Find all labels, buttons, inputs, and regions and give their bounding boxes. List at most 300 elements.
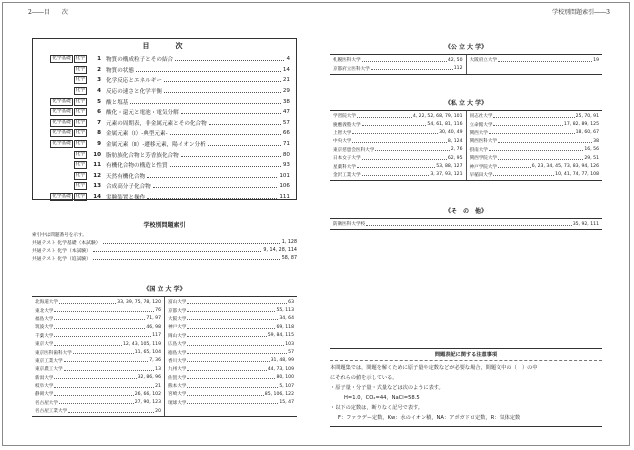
leader-dots <box>170 131 281 135</box>
university-row <box>35 357 161 365</box>
right-page-header: 学校別問題索引――3 <box>552 9 610 16</box>
leader-dots <box>498 59 592 62</box>
leader-dots <box>362 157 447 160</box>
university-pages: 31, 48, 99 <box>270 358 294 364</box>
toc-item-page: 93 <box>282 162 290 169</box>
university-pages: 21 <box>155 383 161 389</box>
toc-item <box>39 181 290 192</box>
university-row <box>333 220 599 228</box>
toc-item <box>39 118 290 129</box>
university-row <box>168 390 294 398</box>
university-name: 関西学院大学 <box>469 156 498 162</box>
leader-dots <box>54 309 154 312</box>
university-row <box>333 137 463 145</box>
toc-item-number: 4 <box>97 88 101 95</box>
toc-item-number: 11 <box>93 162 101 169</box>
university-name: 早稲田大学 <box>469 172 493 178</box>
university-pages: 32, 86, 96 <box>137 375 161 381</box>
university-name: 関西医科大学 <box>469 139 498 145</box>
leader-dots <box>187 334 266 337</box>
toc-item-badges <box>39 151 87 159</box>
leader-dots <box>181 153 281 157</box>
toc-item-label: 金属元素（Ⅱ）-遷移元素，陽イオン分析 <box>106 142 206 149</box>
toc-item-page: 21 <box>282 77 290 84</box>
toc-item-label: 化学反応とエネルギー <box>106 78 162 85</box>
toc-item <box>39 160 290 171</box>
subject-badge: 化学 <box>75 194 85 200</box>
toc-item-badges <box>39 66 87 74</box>
university-row <box>35 332 161 340</box>
toc-item <box>39 149 290 160</box>
university-name: 北海道大学 <box>35 300 58 306</box>
leader-dots <box>209 121 281 125</box>
index-row-pages: 9, 14, 28, 114 <box>263 247 297 253</box>
university-pages: 85, 106, 122 <box>264 391 294 397</box>
index-row-pages: 58, 87 <box>281 255 297 261</box>
university-name: 徳島大学 <box>168 350 187 356</box>
university-pages: 11, 65, 104 <box>134 350 161 356</box>
index-row-name: 共通テスト 化学（本試験） <box>32 248 91 254</box>
toc-item-badges <box>39 129 87 137</box>
toc-item-number: 8 <box>97 130 101 137</box>
notice-line: H=1.0，CO₂=44，NaCl=58.5 <box>344 395 420 401</box>
university-pages: 69, 118 <box>276 324 294 330</box>
notice-title: 問題表記に関する注意事項 <box>330 351 602 361</box>
subject-badge: 化学基礎 <box>52 109 71 115</box>
university-name: 宮崎大学 <box>168 392 187 398</box>
university-pages: 35, 92, 111 <box>572 221 599 227</box>
index-row-name: 共通テスト 化学（追試験） <box>32 256 91 262</box>
university-row <box>35 390 161 398</box>
university-pages: 34, 64 <box>279 316 294 322</box>
university-pages: 117 <box>152 333 161 339</box>
university-name: 神戸学院大学 <box>469 164 498 170</box>
university-row <box>470 154 600 162</box>
toc-item-label: 酸化・還元と電池・電気分解 <box>106 110 179 117</box>
university-row <box>333 171 463 179</box>
toc-item-page: 71 <box>282 141 290 148</box>
university-row <box>35 315 161 323</box>
university-pages: 57 <box>288 350 294 356</box>
leader-dots <box>64 368 155 371</box>
toc-item <box>39 96 290 107</box>
university-name: 京都大学 <box>168 308 187 314</box>
university-name: 東京工業大学 <box>35 358 63 364</box>
university-pages: 25, 70, 91 <box>575 113 599 119</box>
toc-item-label: 金属元素（Ⅰ）-典型元素- <box>106 131 168 138</box>
university-row <box>333 56 463 64</box>
university-pages: 62, 95 <box>447 155 463 161</box>
university-name: 学習院大学 <box>333 114 356 120</box>
notice-line: ・以下の定数は，断りなく記号で表す。 <box>330 405 423 411</box>
leader-dots <box>68 410 154 413</box>
university-pages: 59, 84, 115 <box>267 333 294 339</box>
toc-item-badges <box>39 161 87 169</box>
university-pages: 63 <box>288 299 294 305</box>
national-col-1 <box>32 297 164 416</box>
leader-dots <box>187 351 287 354</box>
toc-item-page: 80 <box>282 151 290 158</box>
toc-item-number: 12 <box>93 172 101 179</box>
leader-dots <box>54 385 154 388</box>
public-col-2 <box>466 55 603 74</box>
leader-dots <box>187 376 275 379</box>
toc-item-page: 111 <box>279 194 290 201</box>
toc-item-label: 元素の周期表，非金属元素とその化合物 <box>106 120 207 127</box>
leader-dots <box>170 163 281 167</box>
subject-badge: 化学基礎 <box>52 98 71 104</box>
other-schools <box>330 206 602 230</box>
university-row <box>35 399 161 407</box>
university-pages: 4, 22, 52, 68, 79, 101 <box>412 113 463 119</box>
leader-dots <box>493 173 554 176</box>
subject-badge: 化学 <box>75 172 85 178</box>
leader-dots <box>362 123 427 126</box>
university-name: 岐阜大学 <box>35 384 54 390</box>
university-pages: 53, 88, 127 <box>436 164 463 170</box>
university-name: 関西大学 <box>469 130 488 136</box>
university-pages: 33, 39, 75, 78, 120 <box>117 299 161 305</box>
national-universities-table <box>32 296 297 417</box>
private-universities-table <box>330 110 602 181</box>
subject-badge: 化学 <box>75 109 85 115</box>
toc-list <box>39 54 290 202</box>
toc-item-badges <box>39 193 87 201</box>
toc-item-badges <box>39 108 87 116</box>
toc-item-badges <box>39 172 87 180</box>
subject-badge: 化学基礎 <box>52 141 71 147</box>
university-name: 東北大学 <box>35 308 54 314</box>
university-pages: 2, 76 <box>450 147 463 153</box>
toc-item <box>39 192 290 203</box>
university-row <box>470 137 600 145</box>
university-row <box>470 171 600 179</box>
leader-dots <box>493 123 562 126</box>
leader-dots <box>208 142 281 146</box>
university-pages: 6, 23, 34, 45, 73, 83, 94, 126 <box>531 164 599 170</box>
subject-badge: 化学基礎 <box>52 56 71 62</box>
university-pages: 8, 124 <box>447 138 463 144</box>
university-row <box>168 357 294 365</box>
public-universities <box>330 42 602 75</box>
university-row <box>168 306 294 314</box>
university-name: 上智大学 <box>333 130 352 136</box>
leader-dots <box>153 184 278 188</box>
toc-item-badges <box>39 140 87 148</box>
leader-dots <box>352 140 446 143</box>
leader-dots <box>164 78 281 82</box>
leader-dots <box>489 131 575 134</box>
university-name: 福島大学 <box>35 316 54 322</box>
toc-item <box>39 75 290 86</box>
leader-dots <box>130 100 280 104</box>
subject-badge: 化学 <box>75 88 85 94</box>
toc-item <box>39 54 290 65</box>
leader-dots <box>498 157 583 160</box>
university-name: 筑波大学 <box>35 325 54 331</box>
leader-dots <box>362 59 447 62</box>
private-col-2 <box>466 111 603 180</box>
leader-dots <box>187 326 275 329</box>
university-pages: 46, 98 <box>146 324 161 330</box>
university-pages: 76 <box>155 308 161 314</box>
toc-item-badges <box>39 182 87 190</box>
toc-item-page: 38 <box>282 98 290 105</box>
university-pages: 103 <box>285 341 294 347</box>
university-name: 立命館大学 <box>469 122 493 128</box>
university-name: 京都府立医科大学 <box>333 66 370 72</box>
subject-badge: 化学 <box>75 119 85 125</box>
leader-dots <box>489 148 583 151</box>
toc-item-badges <box>39 98 87 106</box>
leader-dots <box>93 257 280 260</box>
university-name: 静岡大学 <box>35 392 54 398</box>
leader-dots <box>357 165 435 168</box>
university-row <box>168 365 294 373</box>
other-col <box>330 219 602 229</box>
toc-item-number: 10 <box>93 151 101 158</box>
university-row <box>168 298 294 306</box>
university-row <box>168 332 294 340</box>
university-name: 星薬科大学 <box>333 164 356 170</box>
other-schools-title: 《そ の 他》 <box>444 208 487 215</box>
university-name: 摂南大学 <box>469 147 488 153</box>
private-col-1 <box>330 111 466 180</box>
school-index-title: 学校別問題索引 <box>143 222 186 229</box>
university-pages: 13 <box>155 366 161 372</box>
leader-dots <box>371 67 453 70</box>
index-row <box>32 246 297 254</box>
index-row <box>32 254 297 262</box>
toc-item-label: 有機化合物の構造と性質 <box>106 163 168 170</box>
leader-dots <box>54 343 122 346</box>
other-schools-table <box>330 218 602 230</box>
toc-item <box>39 139 290 150</box>
university-row <box>470 112 600 120</box>
toc-item-number: 13 <box>93 183 101 190</box>
toc-item-page: 57 <box>282 119 290 126</box>
toc-item-number: 1 <box>97 56 101 63</box>
toc-item-number: 14 <box>93 194 101 201</box>
leader-dots <box>498 140 592 143</box>
university-pages: 112 <box>453 66 463 72</box>
left-page <box>28 8 328 438</box>
leader-dots <box>357 115 412 118</box>
toc-item-label: 物質の状態 <box>106 67 134 74</box>
toc-item-badges <box>39 76 87 84</box>
leader-dots <box>54 393 133 396</box>
university-name: 中央大学 <box>333 139 352 145</box>
university-name: 東京医科歯科大学 <box>35 350 72 356</box>
university-row <box>470 56 600 64</box>
subject-badge: 化学 <box>75 183 85 189</box>
leader-dots <box>366 223 572 226</box>
university-name: 札幌医科大学 <box>333 58 361 64</box>
university-pages: 42, 50 <box>447 57 463 63</box>
leader-dots <box>103 241 280 244</box>
leader-dots <box>187 359 269 362</box>
leader-dots <box>175 57 284 61</box>
notice-line: 本問題集では，問題を解くために原子量や定数などが必要な場合，問題文中の（ ）の中 <box>330 365 538 371</box>
university-name: 神戸大学 <box>168 325 187 331</box>
toc-item-label: 物質の構成粒子とその結合 <box>106 57 174 64</box>
university-row <box>168 348 294 356</box>
toc-item-page: 106 <box>279 183 290 190</box>
subject-badge: 化学 <box>75 151 85 157</box>
toc-item-label: 反応の速さと化学平衡 <box>106 89 162 96</box>
leader-dots <box>54 326 145 329</box>
university-name: 大阪府立大学 <box>469 58 498 64</box>
leader-dots <box>187 393 263 396</box>
leader-dots <box>498 165 531 168</box>
university-pages: 71, 97 <box>146 316 161 322</box>
university-row <box>470 120 600 128</box>
university-name: 琉球大学 <box>168 400 187 406</box>
university-name: 慶應義塾大学 <box>333 122 361 128</box>
university-name: 同志社大学 <box>469 114 493 120</box>
university-row <box>333 120 463 128</box>
toc-item-number: 7 <box>97 119 101 126</box>
university-row <box>35 348 161 356</box>
university-name: 名古屋工業大学 <box>35 409 68 415</box>
university-pages: 3, 37, 93, 121 <box>430 172 463 178</box>
university-name: 防衛医科大学校 <box>333 222 366 228</box>
leader-dots <box>93 249 262 252</box>
university-row <box>168 315 294 323</box>
toc-item-page: 4 <box>286 56 290 63</box>
university-pages: 12, 43, 105, 119 <box>123 341 161 347</box>
toc-item-page: 101 <box>279 172 290 179</box>
notice-line: ・原子量・分子量・式量などは次のように表す。 <box>330 385 444 391</box>
subject-badge: 化学 <box>75 77 85 83</box>
university-pages: 55, 113 <box>276 308 294 314</box>
university-row <box>470 129 600 137</box>
toc-item-label: 実験装置と操作 <box>106 195 146 202</box>
leader-dots <box>187 301 287 304</box>
university-row <box>333 154 463 162</box>
university-row <box>470 146 600 154</box>
university-pages: 15, 47 <box>279 400 294 406</box>
university-name: 岡山大学 <box>168 333 187 339</box>
university-row <box>168 382 294 390</box>
toc-item <box>39 65 290 76</box>
leader-dots <box>64 359 149 362</box>
university-row <box>35 365 161 373</box>
university-name: 新潟大学 <box>35 375 54 381</box>
university-name: 富山大学 <box>168 300 187 306</box>
subject-badge: 化学 <box>75 98 85 104</box>
toc-item <box>39 128 290 139</box>
university-row <box>470 162 600 170</box>
university-name: 東京農工大学 <box>35 367 63 373</box>
leader-dots <box>73 351 134 354</box>
leader-dots <box>136 68 281 72</box>
university-name: 香川大学 <box>168 358 187 364</box>
leader-dots <box>59 301 116 304</box>
toc-item <box>39 107 290 118</box>
university-pages: 5, 107 <box>279 383 294 389</box>
university-name: 熊本大学 <box>168 384 187 390</box>
toc-item-number: 6 <box>97 109 101 116</box>
university-row <box>35 323 161 331</box>
university-pages: 80, 100 <box>276 375 294 381</box>
university-row <box>35 340 161 348</box>
leader-dots <box>164 89 281 93</box>
university-row <box>168 399 294 407</box>
right-page <box>330 8 610 438</box>
leader-dots <box>181 110 281 114</box>
university-pages: 29, 51 <box>584 155 599 161</box>
index-row <box>32 238 297 246</box>
university-row <box>333 162 463 170</box>
university-pages: 26, 66, 102 <box>134 391 161 397</box>
toc-item-badges <box>39 87 87 95</box>
university-pages: 18, 60, 67 <box>575 130 599 136</box>
university-row <box>35 382 161 390</box>
subject-badge: 化学基礎 <box>52 130 71 136</box>
subject-badge: 化学 <box>75 56 85 62</box>
common-test-list <box>32 238 297 262</box>
university-name: 金沢工業大学 <box>333 172 361 178</box>
toc-item-page: 29 <box>282 88 290 95</box>
university-row <box>168 340 294 348</box>
university-pages: 17, 82, 89, 125 <box>563 122 599 128</box>
university-pages: 44, 73, 109 <box>267 366 294 372</box>
leader-dots <box>54 376 136 379</box>
toc-item-number: 2 <box>97 66 101 73</box>
university-pages: 54, 61, 81, 116 <box>427 122 463 128</box>
university-row <box>333 129 463 137</box>
leader-dots <box>187 385 278 388</box>
university-row <box>333 112 463 120</box>
university-pages: 30, 40, 49 <box>439 130 463 136</box>
leader-dots <box>187 368 266 371</box>
index-row-name: 共通テスト 化学基礎（本試験） <box>32 240 101 246</box>
toc-item <box>39 86 290 97</box>
subject-badge: 化学 <box>75 130 85 136</box>
university-row <box>333 146 463 154</box>
university-row <box>35 374 161 382</box>
university-name: 九州大学 <box>168 367 187 373</box>
public-universities-title: 《公 立 大 学》 <box>444 44 488 51</box>
university-pages: 20 <box>155 408 161 414</box>
leader-dots <box>375 148 449 151</box>
subject-badge: 化学 <box>75 141 85 147</box>
leader-dots <box>187 401 278 404</box>
left-page-header: 2――目 次 <box>28 9 68 16</box>
toc-item-label: 合成高分子化合物 <box>106 184 151 191</box>
toc-item-badges <box>39 119 87 127</box>
university-pages: 19 <box>593 57 599 63</box>
subject-badge: 化学 <box>75 162 85 168</box>
university-name: 名古屋大学 <box>35 400 58 406</box>
university-row <box>168 323 294 331</box>
leader-dots <box>352 131 438 134</box>
leader-dots <box>54 317 145 320</box>
leader-dots <box>187 309 275 312</box>
subject-badge: 化学基礎 <box>52 119 71 125</box>
table-of-contents <box>32 38 297 200</box>
university-pages: 7, 36 <box>149 358 161 364</box>
toc-item-label: 天然有機化合物 <box>106 173 146 180</box>
leader-dots <box>187 343 284 346</box>
leader-dots <box>147 174 277 178</box>
toc-item-badges <box>39 55 87 63</box>
university-row <box>168 374 294 382</box>
leader-dots <box>493 115 574 118</box>
university-name: 東京慈恵会医科大学 <box>333 147 375 153</box>
toc-item-page: 66 <box>282 130 290 137</box>
